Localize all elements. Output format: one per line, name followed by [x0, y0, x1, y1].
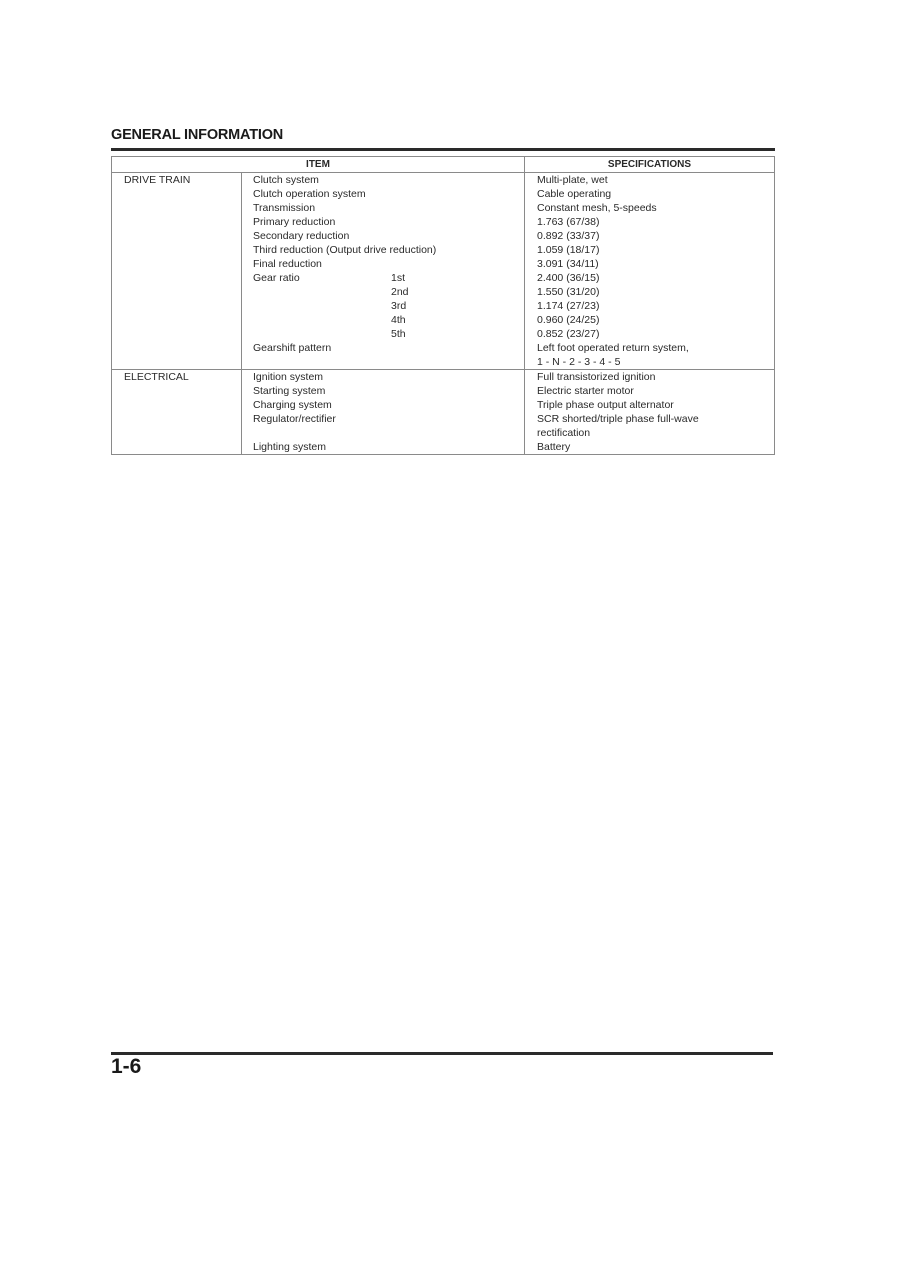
spec-value: Full transistorized ignition: [525, 370, 775, 385]
item-sub: 3rd: [391, 300, 407, 312]
specifications-table: [111, 156, 775, 455]
spec-value: 2.400 (36/15): [525, 271, 775, 285]
spec-value-continued: 1 - N - 2 - 3 - 4 - 5: [537, 356, 621, 368]
column-header-specifications: SPECIFICATIONS: [525, 157, 775, 173]
spec-value: Constant mesh, 5-speeds: [525, 201, 775, 215]
item-name: Final reduction: [253, 258, 322, 270]
spec-value: 0.892 (33/37): [525, 229, 775, 243]
item-sub: 2nd: [391, 286, 409, 298]
spec-value: 0.852 (23/27): [525, 327, 775, 341]
spec-value: 1.763 (67/38): [525, 215, 775, 229]
item-name: Primary reduction: [253, 216, 336, 228]
spec-value: 1.174 (27/23): [525, 299, 775, 313]
spec-value: 1.059 (18/17): [525, 243, 775, 257]
item-name: Third reduction (Output drive reduction): [253, 244, 437, 256]
drive-train-group: [112, 173, 775, 370]
spec-value: Left foot operated return system,: [537, 342, 689, 354]
table-row: [112, 173, 775, 188]
item-name: Regulator/rectifier: [242, 412, 525, 440]
spec-value: 3.091 (34/11): [525, 257, 775, 271]
footer-rule: [111, 1052, 773, 1055]
spec-value: 0.960 (24/25): [525, 313, 775, 327]
item-sub: 5th: [391, 328, 406, 340]
item-name: Gear ratio: [253, 272, 300, 284]
item-name: Ignition system: [242, 370, 525, 385]
item-name: Charging system: [242, 398, 525, 412]
item-sub: 1st: [391, 272, 406, 284]
title-rule: [111, 148, 775, 151]
page-title: GENERAL INFORMATION: [111, 127, 284, 143]
item-name: Transmission: [253, 202, 316, 214]
category-drive-train: DRIVE TRAIN: [112, 173, 242, 370]
spec-value: Triple phase output alternator: [525, 398, 775, 412]
item-name: Starting system: [242, 384, 525, 398]
item-name: Secondary reduction: [253, 230, 350, 242]
spec-value: SCR shorted/triple phase full-wave: [537, 413, 699, 425]
spec-value-continued: rectification: [537, 427, 591, 439]
spec-value: Multi-plate, wet: [525, 173, 775, 188]
item-name: Clutch system: [253, 174, 319, 186]
item-sub: 4th: [391, 314, 406, 326]
spec-value: 1.550 (31/20): [525, 285, 775, 299]
electrical-group: [112, 370, 775, 455]
table-header-row: [112, 157, 775, 173]
table-row: [112, 370, 775, 385]
item-name: Clutch operation system: [253, 188, 366, 200]
item-name: Gearshift pattern: [253, 342, 332, 354]
item-name: Lighting system: [242, 440, 525, 455]
column-header-item: ITEM: [112, 157, 525, 173]
spec-value: Battery: [525, 440, 775, 455]
spec-value: Electric starter motor: [525, 384, 775, 398]
category-electrical: ELECTRICAL: [112, 370, 242, 455]
page-number: 1-6: [111, 1055, 142, 1078]
spec-value: Cable operating: [525, 187, 775, 201]
